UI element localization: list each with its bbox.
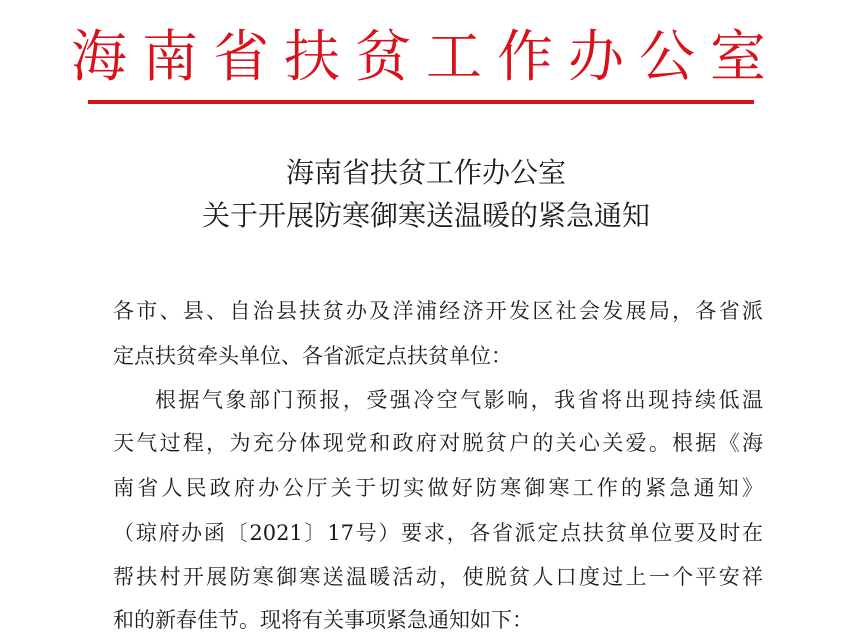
addressee-line-1: 各市、县、自治县扶贫办及洋浦经济开发区社会发展局，各省派 [113,299,763,323]
document-title-line-2: 关于开展防寒御寒送温暖的紧急通知 [201,199,650,232]
red-header-org-name: 海南省扶贫工作办公室 [71,25,781,90]
paragraph-line-6: 和的新春佳节。现将有关事项紧急通知如下： [113,608,533,632]
paragraph-line-5: 帮扶村开展防寒御寒送温暖活动，使脱贫人口度过上一个平安祥 [113,565,763,589]
paragraph-line-3: 南省人民政府办公厅关于切实做好防寒御寒工作的紧急通知》 [113,476,763,500]
document-title-line-1: 海南省扶贫工作办公室 [285,156,566,189]
paragraph-line-1: 根据气象部门预报，受强冷空气影响，我省将出现持续低温 [155,388,763,412]
paragraph-line-4: （琼府办函〔2021〕17号）要求，各省派定点扶贫单位要及时在 [113,521,763,545]
paragraph-line-2: 天气过程，为充分体现党和政府对脱贫户的关心关爱。根据《海 [113,431,763,455]
addressee-line-2: 定点扶贫牵头单位、各省派定点扶贫单位： [113,344,512,368]
red-header-rule [88,100,754,104]
